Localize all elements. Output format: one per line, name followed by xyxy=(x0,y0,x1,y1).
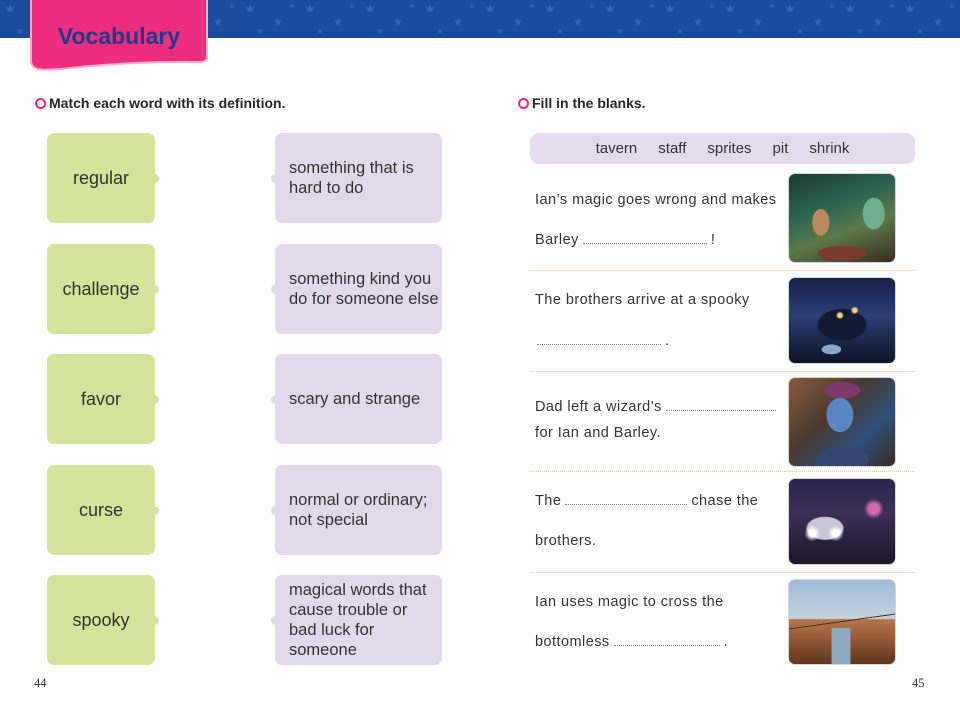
sentence-text: . xyxy=(665,333,670,349)
definition-connector-dot[interactable] xyxy=(271,395,280,404)
scene-image xyxy=(788,478,896,565)
vocab-word: spooky xyxy=(72,609,130,630)
sentence-text: Dad left a wizard’s xyxy=(535,399,662,415)
definition-card xyxy=(275,244,442,334)
sentence-line xyxy=(535,423,661,443)
sentence-text: The xyxy=(535,493,562,509)
sentence-line xyxy=(535,592,724,612)
word-bank xyxy=(530,133,915,164)
sentence-line xyxy=(535,290,750,310)
sentence-line xyxy=(535,491,758,511)
section-tab xyxy=(29,0,209,74)
row-divider xyxy=(530,471,915,472)
fill-row xyxy=(530,373,915,471)
sentence-text: bottomless xyxy=(535,634,610,650)
definition-connector-dot[interactable] xyxy=(271,174,280,183)
sentence-text: . xyxy=(723,634,729,650)
answer-blank[interactable] xyxy=(614,634,720,646)
fill-row xyxy=(530,170,915,270)
vocab-word: favor xyxy=(80,388,122,409)
word-bank-word: sprites xyxy=(707,140,752,157)
sentence-text: Ian’s magic goes wrong and makes xyxy=(535,192,777,208)
definition-text: scary and strange xyxy=(289,390,421,408)
word-card xyxy=(47,244,155,334)
fill-row xyxy=(530,574,915,667)
definition-text: magical words that cause trouble or bad luck for someone xyxy=(289,581,427,659)
definition-connector-dot[interactable] xyxy=(271,616,280,625)
sentence-text: Barley xyxy=(535,232,579,248)
sentence-text: chase the xyxy=(691,493,759,509)
row-divider xyxy=(530,572,915,573)
sentence-text: brothers. xyxy=(535,533,597,549)
instruction-text: Fill in the blanks. xyxy=(532,95,646,111)
definition-card xyxy=(275,133,442,223)
definition-text: something kind you do for someone else xyxy=(289,270,439,308)
sentence-text: for Ian and Barley. xyxy=(535,425,661,441)
row-divider xyxy=(530,270,915,271)
sentence-text: The brothers arrive at a spooky xyxy=(535,292,750,308)
answer-blank[interactable] xyxy=(537,333,661,345)
definition-text: normal or ordinary; not special xyxy=(289,491,428,529)
scene-image xyxy=(788,579,896,665)
scene-image xyxy=(788,377,896,467)
word-card xyxy=(47,133,155,223)
definition-card xyxy=(275,465,442,555)
bullet-ring-icon xyxy=(518,98,529,109)
definition-connector-dot[interactable] xyxy=(271,506,280,515)
fill-row xyxy=(530,473,915,572)
scene-image xyxy=(788,173,896,263)
section-title: Vocabulary xyxy=(57,23,181,49)
word-bank-word: tavern xyxy=(595,140,638,157)
word-connector-dot[interactable] xyxy=(150,395,159,404)
vocab-word: challenge xyxy=(62,278,140,299)
word-connector-dot[interactable] xyxy=(150,285,159,294)
fill-row xyxy=(530,272,915,371)
sentence-line xyxy=(535,632,728,652)
word-card xyxy=(47,465,155,555)
answer-blank[interactable] xyxy=(565,493,687,505)
sentence-line xyxy=(535,190,776,210)
sentence-line xyxy=(535,230,715,250)
sentence-line xyxy=(535,397,780,417)
word-card xyxy=(47,354,155,444)
sentence-text: ! xyxy=(710,232,716,248)
word-connector-dot[interactable] xyxy=(150,616,159,625)
word-connector-dot[interactable] xyxy=(150,506,159,515)
scene-image xyxy=(788,277,896,364)
match-instruction xyxy=(35,95,285,111)
word-card xyxy=(47,575,155,665)
vocab-word: regular xyxy=(72,167,130,188)
page-number-right: 45 xyxy=(912,676,925,690)
definition-text: something that is hard to do xyxy=(289,159,414,197)
word-bank-word: staff xyxy=(658,140,687,157)
sentence-line xyxy=(535,531,596,551)
definition-card xyxy=(275,575,442,665)
fill-instruction xyxy=(518,95,646,111)
word-bank-word: shrink xyxy=(809,140,850,157)
answer-blank[interactable] xyxy=(583,232,707,244)
word-bank-word: pit xyxy=(772,140,789,157)
word-connector-dot[interactable] xyxy=(150,174,159,183)
sentence-text: Ian uses magic to cross the xyxy=(535,594,724,610)
row-divider xyxy=(530,371,915,372)
definition-card xyxy=(275,354,442,444)
definition-connector-dot[interactable] xyxy=(271,285,280,294)
answer-blank[interactable] xyxy=(666,399,776,411)
vocab-word: curse xyxy=(78,499,123,520)
instruction-text: Match each word with its definition. xyxy=(49,95,286,111)
sentence-line xyxy=(535,331,669,351)
page-number-left: 44 xyxy=(34,676,47,690)
bullet-ring-icon xyxy=(35,98,46,109)
